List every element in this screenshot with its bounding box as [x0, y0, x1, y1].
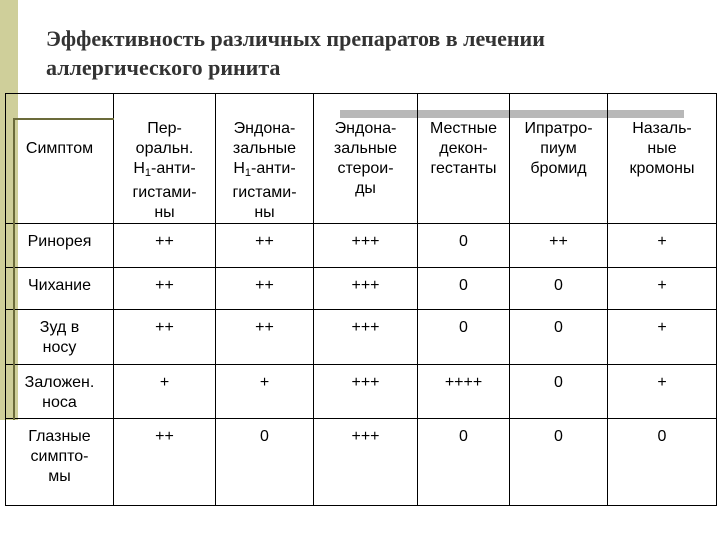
value-cell: + [216, 365, 314, 419]
header-row [6, 94, 717, 224]
header-line: бромид [530, 160, 587, 177]
value-cell: ++++ [418, 365, 510, 419]
header-intranasal-antihistamines [216, 94, 314, 224]
header-line: пиум [540, 140, 577, 157]
header-ipratropium [510, 94, 608, 224]
header-cromones [608, 94, 717, 224]
header-line: кромоны [629, 160, 695, 177]
decorative-side-line [13, 118, 15, 420]
efficacy-table [5, 93, 717, 506]
symptom-cell [6, 268, 114, 310]
header-decongestants [418, 94, 510, 224]
header-oral-antihistamines [114, 94, 216, 224]
symptom-cell [6, 419, 114, 506]
header-line: декон- [439, 140, 488, 157]
value-cell: +++ [314, 365, 418, 419]
value-cell: ++ [216, 224, 314, 268]
header-line: $H_1-анти-$ [133, 160, 196, 179]
header-line: зальные [333, 140, 398, 157]
value-cell: 0 [418, 419, 510, 506]
header-line: Симптом [25, 140, 94, 157]
value-cell: ++ [114, 224, 216, 268]
value-cell: + [608, 365, 717, 419]
value-cell: 0 [418, 224, 510, 268]
value-cell: +++ [314, 419, 418, 506]
header-line: ны [254, 204, 275, 221]
value-cell: ++ [114, 419, 216, 506]
symptom-line: Заложен. [24, 374, 95, 391]
value-cell: 0 [510, 419, 608, 506]
table-row [6, 365, 717, 419]
value-cell: ++ [114, 268, 216, 310]
symptom-line: мы [48, 468, 71, 485]
slide-title: Эффективность различных препаратов в лечении аллергического ринита [46, 26, 545, 80]
header-symptom [6, 94, 114, 224]
header-line: гестанты [430, 160, 497, 177]
value-cell: +++ [314, 268, 418, 310]
value-cell: +++ [314, 224, 418, 268]
value-cell: +++ [314, 310, 418, 365]
header-line: оральн. [135, 140, 194, 157]
symptom-line: симпто- [30, 448, 89, 465]
header-line: гистами- [132, 184, 197, 201]
value-cell: 0 [418, 268, 510, 310]
header-line: Ипратро- [524, 120, 593, 137]
value-cell: ++ [510, 224, 608, 268]
symptom-line: Глазные [28, 428, 91, 445]
value-cell: ++ [114, 310, 216, 365]
value-cell: + [608, 224, 717, 268]
table-row [6, 310, 717, 365]
header-line: Назаль- [632, 120, 692, 137]
table-row [6, 419, 717, 506]
symptom-line: Чихание [28, 277, 91, 294]
symptom-line: Зуд в [39, 319, 80, 336]
header-line: Пер- [147, 120, 182, 137]
header-line: ны [154, 204, 175, 221]
header-line: Эндона- [233, 120, 296, 137]
value-cell: 0 [216, 419, 314, 506]
value-cell: 0 [608, 419, 717, 506]
value-cell: + [114, 365, 216, 419]
header-line: Эндона- [334, 120, 397, 137]
header-line: стерои- [337, 160, 394, 177]
table-row [6, 268, 717, 310]
value-cell: 0 [510, 365, 608, 419]
symptom-cell [6, 365, 114, 419]
value-cell: 0 [510, 310, 608, 365]
header-line: Местные [430, 120, 497, 137]
symptom-cell [6, 224, 114, 268]
header-intranasal-steroids [314, 94, 418, 224]
header-line: ные [647, 140, 677, 157]
header-line: зальные [232, 140, 297, 157]
value-cell: ++ [216, 310, 314, 365]
symptom-line: Ринорея [27, 233, 92, 250]
value-cell: 0 [418, 310, 510, 365]
value-cell: ++ [216, 268, 314, 310]
header-line: ды [355, 180, 376, 197]
table-row [6, 224, 717, 268]
decorative-top-line [14, 118, 114, 120]
symptom-line: носа [42, 394, 77, 411]
value-cell: + [608, 268, 717, 310]
header-line: гистами- [232, 184, 297, 201]
symptom-cell [6, 310, 114, 365]
header-line: $H_1-анти-$ [233, 160, 296, 179]
value-cell: 0 [510, 268, 608, 310]
value-cell: + [608, 310, 717, 365]
symptom-line: носу [42, 339, 77, 356]
